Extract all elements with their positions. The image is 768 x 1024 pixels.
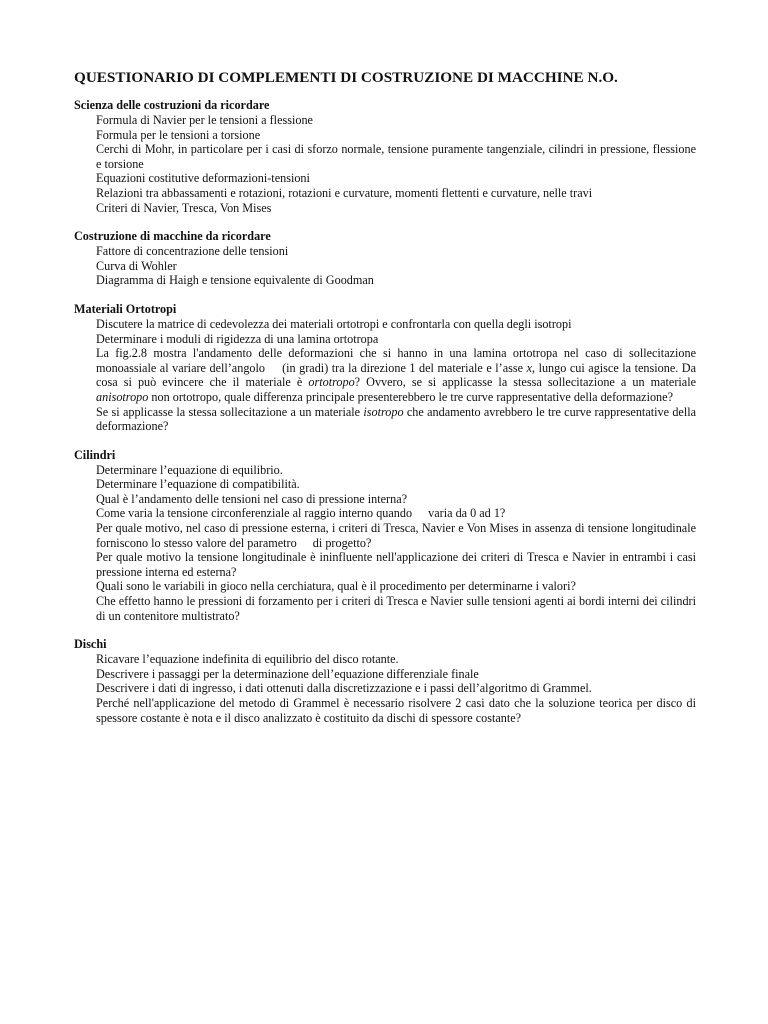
text-run-italic: ortotropo xyxy=(308,375,355,390)
text-run: , lungo cui agisce la tensione. Da cosa si può evincere che il materiale è xyxy=(96,360,697,390)
question-item: Curva di Wohler xyxy=(96,258,177,273)
question-item: Descrivere i dati di ingresso, i dati ottenuti dalla discretizzazione e i passi dell’algoritmo di Grammel. xyxy=(96,681,592,696)
section-heading: Dischi xyxy=(74,637,107,652)
question-item: Che effetto hanno le pressioni di forzamento per i criteri di Tresca e Navier sulle tensioni agenti ai bordi interni dei cilindri di un contenitore multistrato? xyxy=(96,594,696,623)
section-scienza-costruzioni xyxy=(74,98,696,215)
section-costruzione-macchine xyxy=(74,229,696,288)
text-run-italic: isotropo xyxy=(363,404,404,419)
text-run: (in gradi) tra la direzione 1 del materiale e l’asse xyxy=(282,360,524,375)
question-item: Criteri di Navier, Tresca, Von Mises xyxy=(96,200,272,215)
question-item: Formula di Navier per le tensioni a flessione xyxy=(96,113,313,127)
section-materiali-ortotropi xyxy=(74,302,696,434)
question-item: Relazioni tra abbassamenti e rotazioni, rotazioni e curvature, momenti flettenti e curvature, nelle travi xyxy=(96,185,593,200)
text-run: ? Ovvero, se si applicasse la stessa sollecitazione a un materiale xyxy=(354,375,696,390)
question-item: Ricavare l’equazione indefinita di equilibrio del disco rotante. xyxy=(96,652,399,667)
question-item: Formula per le tensioni a torsione xyxy=(96,127,261,142)
text-run: Se si applicasse la stessa sollecitazione a un materiale xyxy=(96,404,361,419)
question-item: Discutere la matrice di cedevolezza dei materiali ortotropi e confrontarla con quella degli isotropi xyxy=(96,316,572,331)
text-run-italic: x xyxy=(526,360,532,375)
question-item: Quali sono le variabili in gioco nella cerchiatura, qual è il procedimento per determinarne i valori? xyxy=(96,579,576,594)
section-heading: Materiali Ortotropi xyxy=(74,301,177,316)
text-run: non ortotropo, quale differenza principale presenterebbero le tre curve rappresentative della deformazione? xyxy=(151,389,673,404)
text-run-italic: anisotropo xyxy=(96,389,149,404)
section-heading: Costruzione di macchine da ricordare xyxy=(74,229,271,244)
question-item: Per quale motivo la tensione longitudinale è ininfluente nell'applicazione dei criteri di Tresca e Navier in entrambi i casi pressione interna ed esterna? xyxy=(96,550,696,579)
text-run: che andamento avrebbero le tre curve rappresentative della deformazione? xyxy=(96,404,696,434)
question-item xyxy=(96,506,696,521)
text-run: La fig.2.8 mostra l'andamento delle deformazioni che si hanno in una lamina ortotropa nel caso di sollecitazione monoassiale al variare dell’angolo xyxy=(96,346,696,375)
text-run: Come varia la tensione circonferenziale al raggio interno quando xyxy=(96,506,413,521)
question-item: Determinare l’equazione di equilibrio. xyxy=(96,462,283,477)
question-item: Qual è l’andamento delle tensioni nel caso di pressione interna? xyxy=(96,491,408,506)
question-item: Perché nell'applicazione del metodo di Grammel è necessario risolvere 2 casi dato che la soluzione teorica per disco di spessore costante è nota e il disco analizzato è costituito da dischi di spessore costante? xyxy=(96,696,696,725)
text-run: Per quale motivo, nel caso di pressione esterna, i criteri di Tresca, Navier e Von Mises in assenza di tensione longitudinale forniscono lo stesso valore del parametro xyxy=(96,521,696,550)
question-item: Descrivere i passaggi per la determinazione dell’equazione differenziale finale xyxy=(96,666,479,681)
question-item xyxy=(96,405,696,434)
question-item: Determinare i moduli di rigidezza di una lamina ortotropa xyxy=(96,331,379,346)
question-item: Cerchi di Mohr, in particolare per i casi di sforzo normale, tensione puramente tangenziale, cilindri in pressione, flessione e torsione xyxy=(96,142,696,171)
document-title: QUESTIONARIO DI COMPLEMENTI DI COSTRUZIONE DI MACCHINE N.O. xyxy=(74,69,618,86)
question-item: Equazioni costitutive deformazioni-tensioni xyxy=(96,171,310,186)
question-item: Diagramma di Haigh e tensione equivalente di Goodman xyxy=(96,273,374,288)
question-item: Fattore di concentrazione delle tensioni xyxy=(96,244,289,259)
question-item: Determinare l’equazione di compatibilità. xyxy=(96,477,300,492)
question-item xyxy=(96,521,696,550)
document-page xyxy=(74,68,696,739)
section-dischi xyxy=(74,637,696,725)
text-run: varia da 0 ad 1? xyxy=(428,506,506,521)
section-heading: Cilindri xyxy=(74,447,116,462)
text-run: di progetto? xyxy=(312,535,372,550)
section-heading: Scienza delle costruzioni da ricordare xyxy=(74,98,270,112)
question-item xyxy=(96,346,696,404)
section-cilindri xyxy=(74,448,696,624)
